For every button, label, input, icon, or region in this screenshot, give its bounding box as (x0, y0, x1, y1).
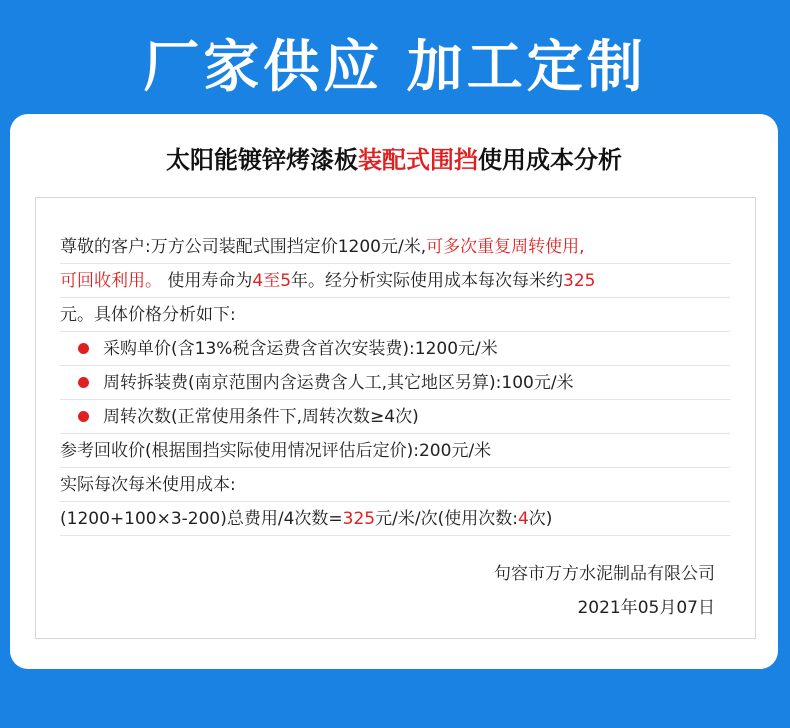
intro-recycle-note: 可回收利用。 (60, 271, 162, 291)
formula-text: (1200+100×3-200)总费用/4次数= (60, 509, 343, 529)
intro-cost-text: 年。经分析实际使用成本每次每米约 (291, 271, 564, 291)
intro-cost-value: 325 (563, 271, 596, 291)
document-date: 2021年05月07日 (577, 598, 715, 618)
bullet-icon (78, 377, 89, 388)
intro-line-3 (60, 298, 730, 332)
bullet-icon (78, 343, 89, 354)
intro-reuse-note: 可多次重复周转使用, (426, 237, 585, 257)
formula-end: 次) (528, 509, 553, 529)
list-item (60, 400, 730, 434)
intro-text: 尊敬的客户:万方公司装配式围挡定价1200元/米, (60, 237, 427, 257)
intro-lifespan-label: 使用寿命为 (167, 271, 253, 291)
list-item (60, 366, 730, 400)
list-item-text: 周转拆装费(南京范围内含运费含人工,其它地区另算):100元/米 (103, 373, 574, 393)
document-title (10, 142, 778, 178)
banner-title: 厂家供应 加工定制 (143, 35, 647, 100)
analysis-box (35, 197, 756, 639)
bullet-icon (78, 411, 89, 422)
intro-conclusion: 元。具体价格分析如下: (60, 305, 236, 325)
list-item-text: 周转次数(正常使用条件下,周转次数≥4次) (103, 407, 419, 427)
intro-line-2 (60, 264, 730, 298)
title-highlight: 装配式围挡 (358, 146, 478, 174)
formula-unit: 元/米/次(使用次数: (375, 509, 518, 529)
title-part-2: 使用成本分析 (478, 146, 622, 174)
title-part-1: 太阳能镀锌烤漆板 (166, 146, 358, 174)
formula-result: 325 (342, 509, 376, 529)
document-card (10, 114, 778, 669)
list-item-text: 采购单价(含13%税含运费含首次安装费):1200元/米 (103, 339, 498, 359)
intro-line-1 (60, 230, 730, 264)
formula-count: 4 (517, 509, 529, 529)
cost-label-line (60, 468, 730, 502)
recycle-text: 参考回收价(根据围挡实际使用情况评估后定价):200元/米 (60, 441, 492, 461)
cost-label: 实际每次每米使用成本: (60, 475, 236, 495)
formula-line (60, 502, 730, 536)
recycle-line (60, 434, 730, 468)
intro-lifespan-value: 4至5 (252, 271, 292, 291)
list-item (60, 332, 730, 366)
company-name: 句容市万方水泥制品有限公司 (494, 564, 715, 584)
